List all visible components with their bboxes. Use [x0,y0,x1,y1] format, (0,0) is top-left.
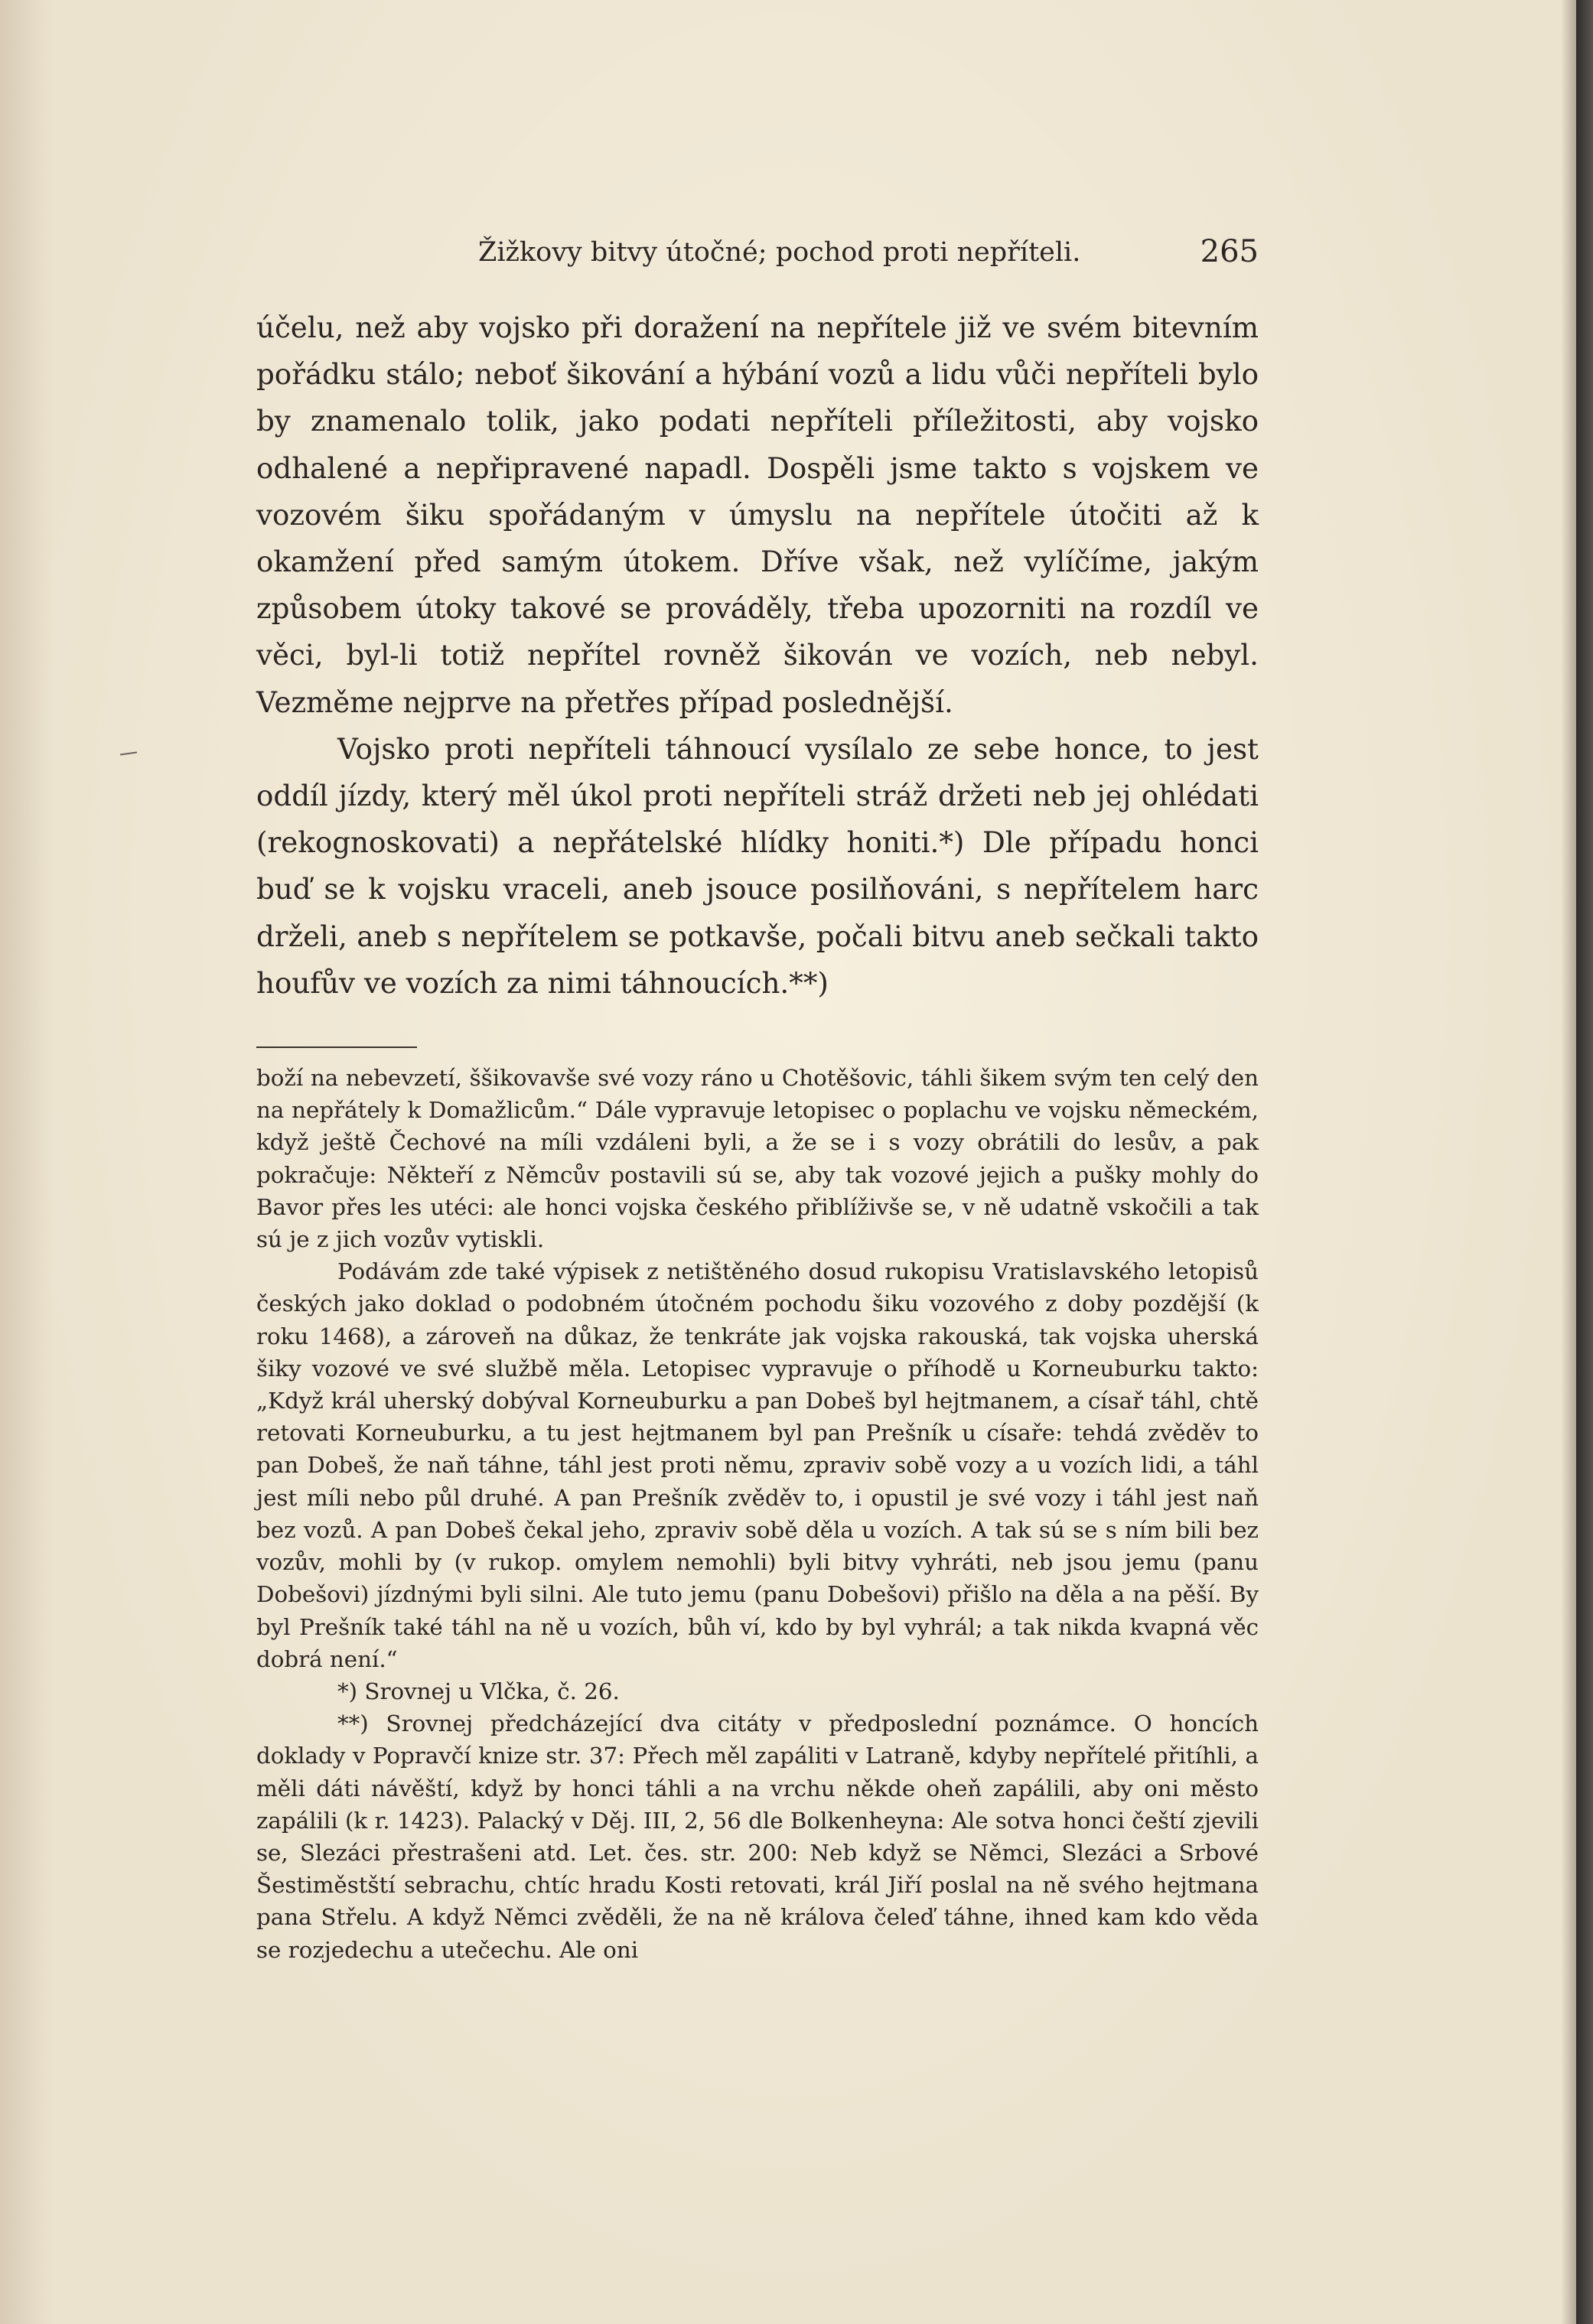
margin-pencil-mark [120,751,137,755]
footnote-rule [256,1046,417,1048]
footnote-paragraph: Podávám zde také výpisek z netištěného dosud rukopisu Vratislavského letopisů českých jako doklad o podobném útočném pochodu šiku vozového z doby pozdější (k roku 1468), a zároveň na důkaz, že tenkráte jak vojska rakouská, tak vojska uherská šiky vozové ve své službě měla. Letopisec vypravuje o příhodě u Korneuburku takto: „Když král uherský dobýval Korneuburku a pan Dobeš byl hejtmanem, a císař táhl, chtě retovati Korneuburku, a tu jest hejtmanem byl pan Prešník u císaře: tehdá zvěděv to pan Dobeš, že naň táhne, táhl jest proti němu, zpraviv sobě vozy a u vozích lidi, a táhl jest míli nebo půl druhé. A pan Prešník zvěděv to, i opustil je své vozy i táhl jest naň bez vozů. A pan Dobeš čekal jeho, zpraviv sobě děla u vozích. A tak sú se s ním bili bez vozův, mohli by (v rukop. omylem nemohli) byli bitvy vyhráti, neb jsou jemu (panu Dobešovi) jízdnými byli silni. Ale tuto jemu (panu Dobešovi) přišlo na děla a na pěší. By byl Prešník také táhl na ně u vozích, bůh ví, kdo by byl vyhrál; a tak nikda kvapná věc dobrá není.“ [256,1258,1259,1672]
footnotes [256,1062,1259,1966]
main-paragraph: účelu, než aby vojsko při doražení na nepřítele již ve svém bitevním pořádku stálo; neboť šikování a hýbání vozů a lidu vůči nepříteli bylo by znamenalo tolik, jako podati nepříteli příležitosti, aby vojsko odhalené a nepřipravené napadl. Dospěli jsme takto s vojskem ve vozovém šiku spořádaným v úmyslu na nepřítele útočiti až k okamžení před samým útokem. Dříve však, než vylíčíme, jakým způsobem útoky takové se prováděly, třeba upozorniti na rozdíl ve věci, byl-li totiž nepřítel rovněž šikován ve vozích, neb nebyl. Vezměme nejprve na přetřes případ poslednější. [256,311,1259,719]
main-paragraph: Vojsko proti nepříteli táhnoucí vysílalo ze sebe honce, to jest oddíl jízdy, který měl úkol proti nepříteli stráž držeti neb jej ohlédati (rekognoskovati) a nepřátelské hlídky honiti.*) Dle případu honci buď se k vojsku vraceli, aneb jsouce posilňováni, s nepřítelem harc drželi, aneb s nepřítelem se potkavše, počali bitvu aneb sečkali takto houfův ve vozích za nimi táhnoucích.**) [256,731,1259,1000]
footnote-continuation: boží na nebevzetí, ššikovavše své vozy ráno u Chotěšovic, táhli šikem svým ten celý den na nepřátely k Domažlicům.“ Dále vypravuje letopisec o poplachu ve vojsku německém, když ještě Čechové na míli vzdáleni byli, a že se i s vozy obrátili do lesův, a pak pokračuje: Někteří z Němcův postavili sú se, aby tak vozové jejich a pušky mohly do Bavor přes les utéci: ale honci vojska českého přiblíživše se, v ně udatně vskočili a tak sú je z jich vozův vytiskli. [256,1065,1259,1253]
page-header [256,229,1259,275]
page-number: 265 [1200,234,1259,269]
main-text [256,304,1259,1007]
page-content [256,229,1259,1966]
running-head: Žižkovy bitvy útočné; pochod proti nepříteli. [478,237,1081,268]
book-gutter-shadow [1576,0,1593,2324]
footnote-star: *) Srovnej u Vlčka, č. 26. [337,1678,620,1704]
page-edge-shading [1561,0,1576,2324]
footnote-double-star: **) Srovnej předcházející dva citáty v předposlední poznámce. O honcích doklady v Popravčí knize str. 37: Přech měl zapáliti v Latraně, kdyby nepřítelé přitíhli, a měli dáti návěští, když by honci táhli a na vrchu někde oheň zapálili, aby oni město zapálili (k r. 1423). Palacký v Děj. III, 2, 56 dle Bolkenheyna: Ale sotva honci čeští zjevili se, Slezáci přestrašeni atd. Let. čes. str. 200: Neb když se Němci, Slezáci a Srbové Šestiměstští sebrachu, chtíc hradu Kosti retovati, král Jiří poslal na ně svého hejtmana pana Střelu. A když Němci zvěděli, že na ně králova čeleď táhne, ihned kam kdo věda se rozjedechu a utečechu. Ale oni [256,1710,1259,1963]
